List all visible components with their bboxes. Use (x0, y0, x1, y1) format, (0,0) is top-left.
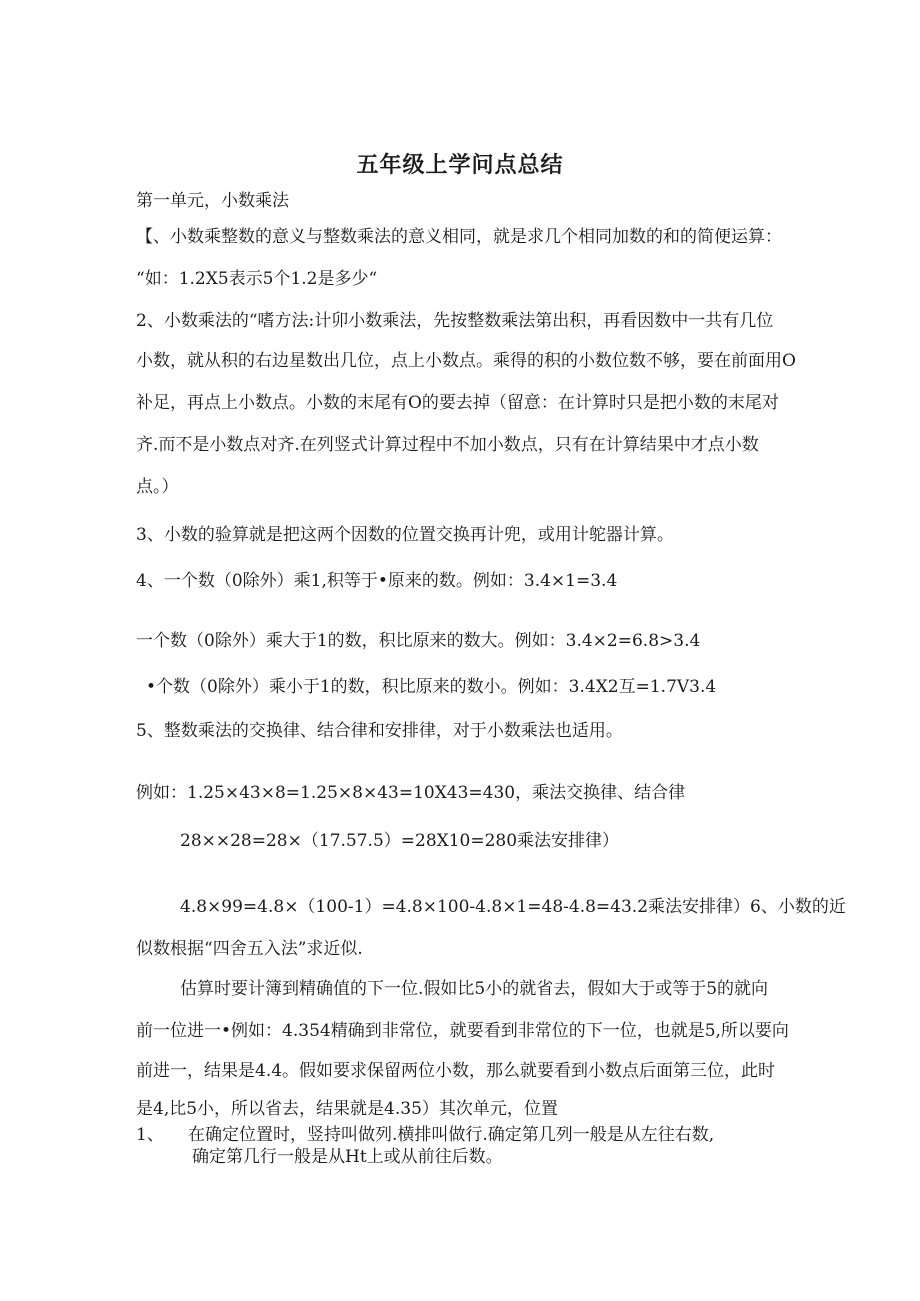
text-line: 齐.而不是小数点对齐.在列竖式计算过程中不加小数点，只有在计算结果中才点小数 (136, 435, 759, 455)
text-line: 在确定位置时，竖持叫做列.横排叫做行.确定第几列一般是从左往右数, (188, 1125, 715, 1145)
text-line: 3、小数的验算就是把这两个因数的位置交换再计兜，或用计鸵器计算。 (136, 525, 674, 545)
text-line: 点。） (136, 477, 179, 497)
list-number: 1、 (136, 1125, 164, 1145)
unit1-heading: 第一单元，小数乘法 (136, 191, 289, 211)
text-line: 似数根据“四舍五入法”求近似. (136, 939, 363, 959)
text-line: 【、小数乘整数的意义与整数乘法的意义相同，就是求几个相同加数的和的简便运算： (136, 227, 782, 247)
page-title: 五年级上学问点总结 (356, 153, 564, 178)
text-line: 一个数（0除外）乘大于1的数，积比原来的数大。例如：3.4×2=6.8>3.4 (136, 631, 701, 651)
text-line: 2、小数乘法的“嗜方法:计卯小数乘法，先按整数乘法第出积，再看因数中一共有几位 (136, 311, 774, 331)
text-line: “如：1.2X5表示5个1.2是多少“ (136, 269, 378, 289)
example-line: 28××28=28×（17.57.5）=28X10=280乘法安排律） (180, 831, 620, 851)
text-line: 5、整数乘法的交换律、结合律和安排律，对于小数乘法也适用。 (136, 721, 623, 741)
text-line: •个数（0除外）乘小于1的数，积比原来的数小。例如：3.4X2互=1.7V3.4 (146, 677, 717, 697)
text-line: 前一位进一•例如：4.354精确到非常位，就要看到非常位的下一位，也就是5,所以要向 (136, 1021, 789, 1041)
text-line: 小数，就从积的右边星数出几位，点上小数点。乘得的积的小数位数不够，要在前面用O (136, 351, 796, 371)
example-line: 例如：1.25×43×8=1.25×8×43=10X43=430，乘法交换律、结合律 (136, 783, 686, 803)
example-line: 4.8×99=4.8×（100-1）=4.8×100-4.8×1=48-4.8=43.2乘法安排律）6、小数的近 (180, 897, 846, 917)
text-line: 前进一，结果是4.4。假如要求保留两位小数，那么就要看到小数点后面第三位，此时 (136, 1061, 776, 1081)
text-line: 确定第几行一般是从Ht上或从前往后数。 (192, 1147, 503, 1167)
text-line: 估算时要计簿到精确值的下一位.假如比5小的就省去，假如大于或等于5的就向 (180, 979, 769, 999)
text-line: 4、一个数（0除外）乘1,积等于•原来的数。例如：3.4×1=3.4 (136, 571, 618, 591)
text-line: 补足，再点上小数点。小数的末尾有O的要去掉（留意：在计算时只是把小数的末尾对 (136, 393, 779, 413)
text-line: 是4,比5小，所以省去，结果就是4.35）其次单元，位置 (136, 1099, 558, 1119)
